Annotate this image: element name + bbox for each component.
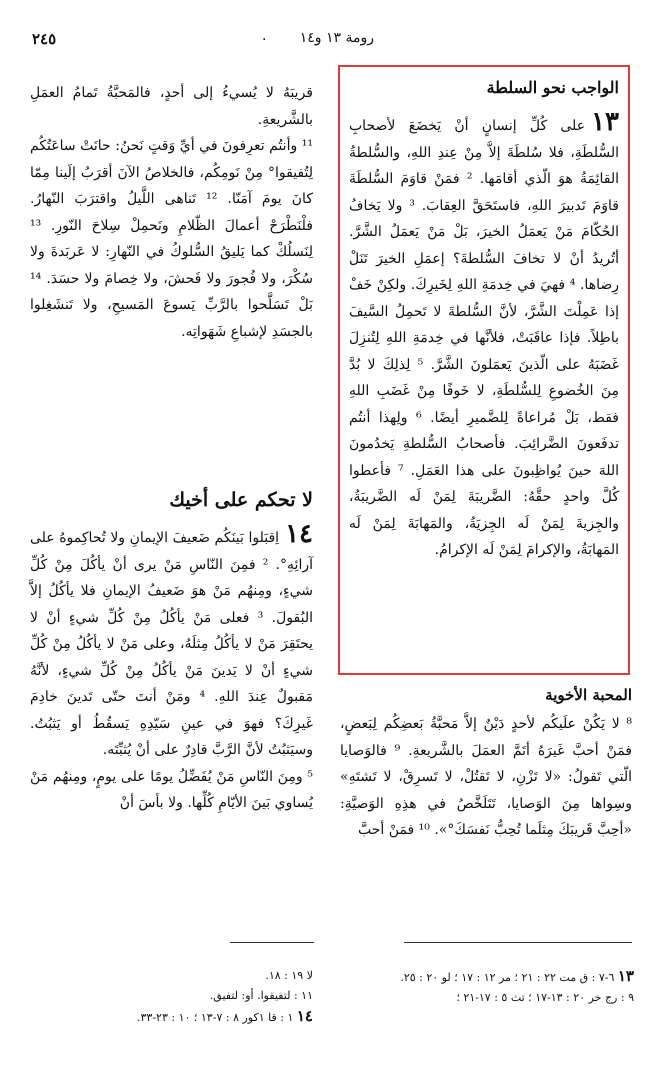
paragraph: قريبَهُ لا يُسيءُ إلى أحدٍ، فالمَحبَّةُ تَمامُ العمَلِ بالشَّريعةِ. xyxy=(30,85,313,128)
footnote-text: ٦-٧ : ق مت ٢٢ : ٢١ ؛ مر ١٢ : ١٧ ؛ لو ٢٠ : ٢٥. xyxy=(400,971,615,984)
paragraph: ⁵ ومِنَ النّاسِ مَنْ يُفَضِّلُ يومًا على يومٍ، ومِنهُم مَنْ يُساوي بَينَ الأيّامِ كُلِّها. ولا بأسَ أنْ xyxy=(30,768,313,811)
running-title: رومة ١٣ و١٤ xyxy=(299,30,374,46)
paragraph xyxy=(30,521,313,764)
footnote xyxy=(30,966,313,986)
footnote-text: لا ١٩ : ١٨. xyxy=(265,969,313,982)
paragraph xyxy=(349,109,619,564)
section-duty-to-authority xyxy=(338,65,630,675)
chapter-number: ١٤ xyxy=(285,519,313,549)
section-brotherly-love xyxy=(340,683,632,844)
footnote xyxy=(30,1006,313,1028)
paragraph: ⁸ لا يَكُنْ علَيكُم لأحدٍ دَيْنٌ إلاَّ مَحبَّةُ بَعضِكُم لِبَعضٍ، فمَنْ أحبَّ غَيرَهُ أتَمَّ العمَلَ بالشَّريعةِ. ⁹ فالوَصايا الّتي تَقولُ: «لا تَزْنِ، لا تَقتُلْ، لا تَسرِقْ، لا تَشتَهِ» وسِواها مِنَ الوَصايا، تَتَلَخَّصُ في هذِهِ الوَصيَّةِ: «أحِبَّ قَريبَكَ مِثلَما تُحِبُّ نَفسَكَ°». ¹⁰ فمَنْ أحبَّ xyxy=(340,716,632,838)
page-header xyxy=(30,30,636,52)
section-do-not-judge xyxy=(30,485,313,817)
section-heading: المحبة الأخوية xyxy=(545,686,632,704)
chapter-number: ١٣ xyxy=(591,107,619,137)
footnote-ref: ١٣ xyxy=(617,967,634,985)
left-column-top xyxy=(30,80,313,345)
footnotes-left xyxy=(30,966,313,1028)
footnote-rule-right xyxy=(404,942,632,943)
footnote-ref: ١٤ xyxy=(296,1007,313,1025)
footnote-rule-left xyxy=(230,942,314,943)
footnote xyxy=(340,988,634,1008)
footnote xyxy=(340,966,634,988)
paragraph-text: على كُلِّ إنسانٍ أنْ يَخضَعَ لأصحابِ السُّلطَةِ، فلا سُلطَةَ إلاَّ مِنْ عِندِ اللهِ، والسُّلطةُ القائِمَةُ هوَ الّذي أقامَها. ² فمَنْ قاوَمَ السُّلطَةَ قاوَمَ تَدبيرَ اللهِ، فاستَحَقَّ العِقابَ. ³ ولا يَخافُ الحُكّامَ مَنْ يَعمَلُ الخيرَ، بَلْ مَنْ يَعمَلُ الشَّرَّ. أتُريدُ أنْ لا تخافَ السُّلطةَ؟ إعمَلِ الخيرَ تَنَلْ رِضاها. ⁴ فهيَ في خِدمَةِ اللهِ لِخَيرِكَ. ولكِنْ خَفْ إذا عَمِلْتَ الشَّرَّ، لأنَّ السُّلطةَ لا تَحمِلُ السَّيفَ باطِلاً. فإذا عاقَبَتْ، فلأنَّها في خِدمَةِ اللهِ لِتُنزِلَ غَضَبَهُ على الّذينَ يَعمَلونَ الشَّرَّ. ⁵ لِذلِكَ لا بُدَّ مِنَ الخُضوعِ لِلسُّلطَةِ، لا خَوفًا مِنْ غَضَبِ اللهِ فقط، بَلْ مُراعاةً لِلضَّميرِ أيضًا. ⁶ ولِهذا أنتُم تدفَعونَ الضَّرائِبَ. فأصحابُ السُّلطةِ يَخدُمونَ اللهَ حينَ يُواظِبونَ على هذا العَمَلِ. ⁷ فأعطوا كُلَّ واحدٍ حقَّهُ: الضَّريبَةَ لِمَنْ لَه الضَّريبَةُ، والجِزيةَ لِمَنْ لَه الجِزيَةُ، والمَهابَةَ لِمَنْ لَه المَهابَةُ، والإكرامَ لِمَنْ لَه الإكرامُ. xyxy=(349,118,620,558)
page-number: ٢٤٥ xyxy=(32,30,57,48)
paragraph-text: اِقبَلوا بَينَكُم ضَعيفَ الإيمانِ ولا تُحاكِموهُ على آرائِهِ°. ² فمِنَ النّاسِ مَنْ يرى أنْ يأكُلَ مِنْ كُلِّ شيءٍ، ومِنهُم مَنْ هوَ ضَعيفُ الإيمانِ فلا يأكُلُ إلاَّ البُقولَ. ³ فعلى مَنْ يأكُلُ مِنْ كُلِّ شيءٍ أنْ لا يحتَقِرَ مَنْ لا يأكُلُ مِثلَهُ، وعلى مَنْ لا يأكُلُ مِنْ كُلِّ شيءٍ أنْ لا يَدينَ مَنْ يأكُلُ مِنْ كُلِّ شيءٍ، لأنَّهُ مَقبولٌ عِندَ اللهِ. ⁴ ومَنْ أنتَ حتّى تَدينَ خادِمَ غَيرِكَ؟ فهوَ في عينِ سَيّدِهِ يَسقُطُ أو يَثبُتُ. وسيَثبُتُ لأنَّ الرَّبَّ قادِرٌ على أنْ يُثبِّتَه. xyxy=(30,530,314,758)
footnote-text: ٩ : رج خر ٢٠ : ١٣-١٧ ؛ تث ٥ : ١٧-٢١ ؛ xyxy=(456,991,634,1004)
paragraph: ¹¹ وأنتُم تعرِفونَ في أيِّ وَقتٍ نَحنُ: حانَتْ ساعَتُكُم لِتُفيقوا° مِنْ نَومِكُم، فالخلاصُ الآنَ أقرَبُ إلَينا مِمّا كانَ يومَ آمَنّا. ¹² تَناهى اللَّيلُ واقترَبَ النّهارُ. فلْنَطْرَحْ أعمالَ الظّلامِ ونَحمِلْ سِلاحَ النّورِ. ¹³ لِنَسلُكْ كما يَليقُ السُّلوكُ في النّهارِ: لا عَربَدةَ ولا سُكْرَ، ولا فُجورَ ولا فَحشَ، ولا خِصامَ ولا حسَدَ. ¹⁴ بَلْ تَسَلَّحوا بالرَّبِّ يَسوعَ المَسيحِ، ولا تَنشَغِلوا بالجسَدِ لإشباعِ شَهَواتِه. xyxy=(30,138,313,340)
footnote-text: ١١ : لتفيقوا. أو: لتفيق. xyxy=(209,989,313,1002)
footnote-text: ١ : قا ١كور ٨ : ٧-١٣ ؛ ١٠ : ٢٣-٣٣. xyxy=(136,1011,294,1024)
header-dot: . xyxy=(262,28,267,44)
section-heading: الواجب نحو السلطة xyxy=(486,78,619,97)
footnotes-right xyxy=(340,966,634,1008)
section-heading: لا تحكم على أخيك xyxy=(169,489,313,511)
footnote xyxy=(30,986,313,1006)
